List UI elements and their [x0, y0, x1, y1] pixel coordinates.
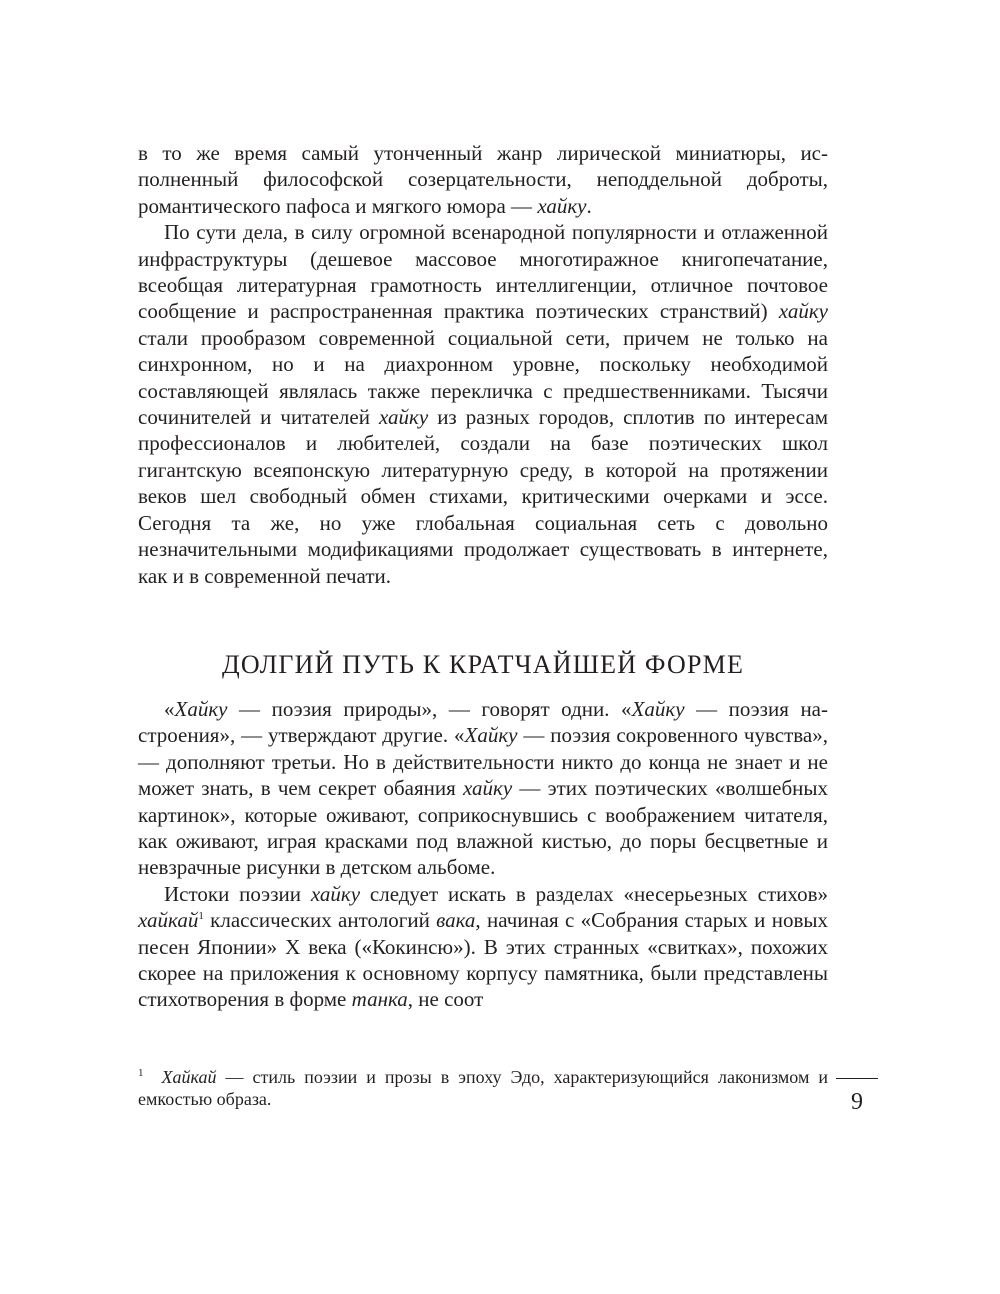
footnote-term: Хайкай [161, 1067, 217, 1087]
paragraph-continuation [138, 140, 828, 219]
page-number: 9 [851, 1089, 863, 1115]
footnote-reference: 1 [198, 910, 204, 923]
text-run: , не соот [407, 987, 484, 1012]
text-run: , начиная с «Собрания старых и новых песен Японии» X века («Кокинсю»). В этих странных «свитках», похожих скорее на приложения к основному корпусу памятника, были представлены стихотворения в форме [138, 908, 828, 1012]
main-text-top [138, 140, 828, 589]
paragraph-social-network [138, 219, 828, 589]
italic-term: танка [351, 987, 408, 1012]
italic-term: хайку [778, 299, 828, 324]
section-heading: ДОЛГИЙ ПУТЬ К КРАТЧАЙШЕЙ ФОРМЕ [221, 650, 745, 679]
italic-term: хайку [310, 881, 361, 906]
italic-term: хайку [462, 776, 513, 801]
text-run: в то же время самый утонченный жанр лирической миниатюры, исполненный философской созерцательности, неподдельной доброты, романтического пафоса и мягкого юмора — [138, 141, 828, 218]
text-run: По сути дела, в силу огромной всенародной популярности и отлаженной инфраструктуры (дешевое массовое многотиражное книгопечатание, всеобщая литературная грамотность интеллигенции, отличное почтовое сообщение и распространенная практика поэтических странствий) [138, 220, 828, 324]
text-run: — этих поэтических «волшебных картинок», которые оживают, соприкоснувшись с воображением читателя, как оживают, играя красками под влажной кистью, до поры бесцветные и невзрачные рисунки в детском альбоме. [138, 776, 828, 880]
text-run: — поэзия природы», — говорят одни. « [227, 697, 632, 721]
italic-term: хайкай [138, 908, 199, 933]
paragraph-haiku-origins [138, 881, 828, 1013]
text-run: классических антологий [203, 908, 437, 933]
italic-term: хайку [537, 193, 587, 218]
paragraph-haiku-definitions [138, 696, 828, 881]
text-run: — поэзия настроения», — утверждают другие. « [138, 697, 828, 748]
main-text-bottom [138, 696, 828, 1013]
italic-term: вака [436, 908, 476, 933]
page-number-rule [836, 1078, 878, 1079]
text-run: Истоки поэзии [164, 881, 311, 906]
text-run: . [586, 193, 592, 218]
footnote-marker: 1 [138, 1067, 144, 1079]
italic-term: хайку [378, 405, 429, 430]
footnote [138, 1066, 828, 1110]
text-run: следует искать в разделах «несерьезных стихов» [360, 881, 828, 906]
footnote-text: — стиль поэзии и прозы в эпоху Эдо, характеризующийся лаконизмом и емкостью образа. [138, 1067, 828, 1109]
text-run: стали прообразом современной социальной сети, причем не только на синхронном, но и на диахронном уровне, поскольку необходимой составляющей являлась также перекличка с предшественниками. Тысячи сочинителей и читателей [138, 325, 828, 430]
text-run: « [164, 697, 175, 721]
italic-term: Хайку [631, 697, 685, 721]
text-run: — поэзия сокровенного чувства», — дополняют третьи. Но в действительности никто до конца не знает и не может знать, в чем секрет обаяния [138, 723, 828, 801]
italic-term: Хайку [464, 723, 518, 748]
text-run: из разных городов, сплотив по интересам профессионалов и любителей, создали на базе поэтических школ гигантскую всеяпонскую литературную среду, в которой на протяжении веков шел свободный обмен стихами, критическими очерками и эссе. Сегодня та же, но уже глобальная социальная сеть с довольно незначительными модификациями продолжает существовать в интернете, как и в современной печати. [138, 405, 828, 588]
italic-term: Хайку [174, 697, 228, 721]
